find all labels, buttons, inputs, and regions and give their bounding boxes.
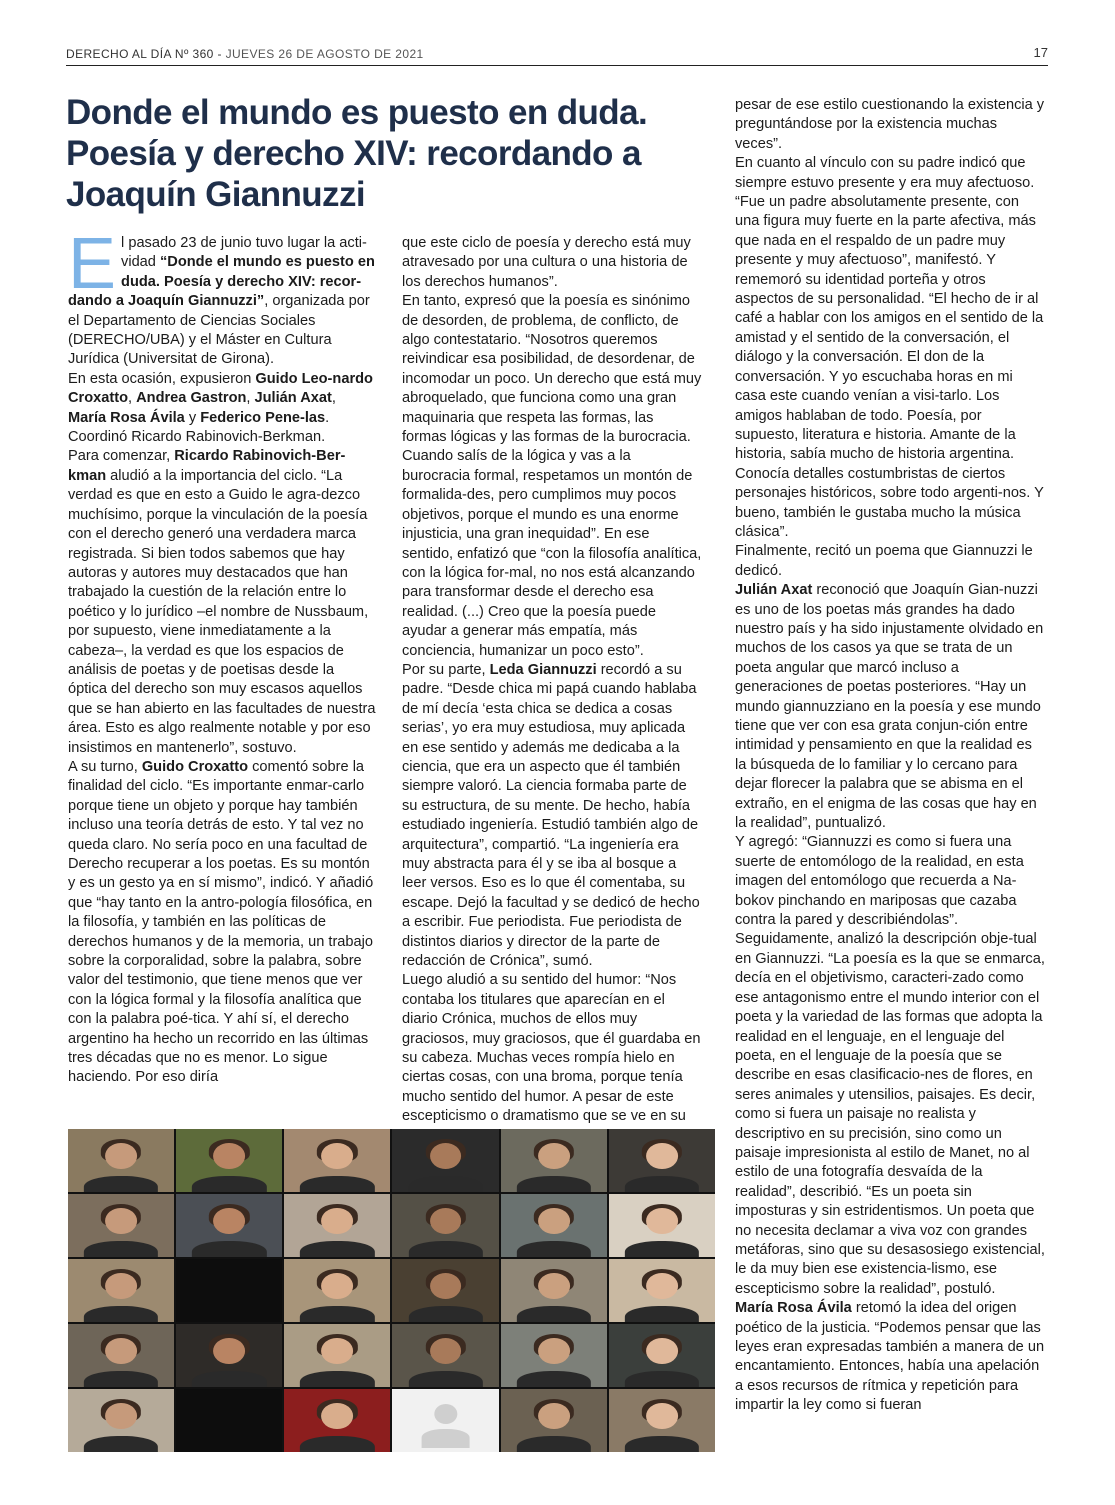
- paragraph: [68, 224, 376, 370]
- participant-figure: [517, 1241, 591, 1257]
- participant-figure: [84, 1176, 158, 1192]
- paragraph: En cuanto al vínculo con su padre indicó que siempre estuvo presente y era muy afectuoso. “Fue un padre absolutamente presente, con una figura muy fuerte en la parte afectiva, más que nada en el respaldo de un padre muy presente y muy afectuoso”, manifestó. Y rememoró su identidad porteña y otros aspectos de su personalidad. “El hecho de ir al café a hablar con los amigos en el sentido de la amistad y el sentido de la conversación, el diálogo y la conversación. El don de la conversación. Y yo escuchaba horas en mi casa este cuando venían a visi-tarlo. Los amigos hablaban de todo. Poesía, por supuesto, literatura e historia. Amante de la historia, sabía mucho de historia argentina. Conocía detalles costumbristas de ciertos personajes históricos, sobre todo argenti-nos. Y bueno, también le gustaba mucho la música clásica”.: [735, 155, 1044, 540]
- participant-figure: [321, 1143, 353, 1169]
- text-run: recordó a su padre. “Desde chica mi papá cuando hablaba de mí decía ‘esta chica se dedica a cosas serias’, yo era muy estudiosa, muy aplicada en ese sentido y además me dedicaba a la ciencia, que era un aspecto que él también siempre valoró. La ciencia formaba parte de su estructura, de su mente. De hecho, había estudiado ingeniería. Estudió también algo de arquitectura”, compartió. “La ingeniería era muy abstracta para él y se iba al bosque a leer versos. Eso es lo que él comentaba, su escape. Dejó la facultad y se dedicó de hecho a escribir. Fue periodista. Fue periodista de distintos diarios y director de la parte de redacción de Crónica”, sumó.: [402, 661, 700, 970]
- participant-figure: [192, 1371, 266, 1387]
- paragraph: Luego aludió a su sentido del humor: “Nos contaba los titulares que aparecían en el diario Crónica, muchos de ellos muy graciosos, muy graciosos, que él guardaba en su cabeza. Muchas veces rompía hielo en ciertas cosas, con una broma, porque tenía mucho sentido del humor. A pesar de este escepticismo o dramatismo que se ve en su: [402, 972, 701, 1125]
- participant-figure: [646, 1273, 678, 1299]
- participant-figure: [105, 1338, 137, 1364]
- speaker-name: María Rosa Ávila: [735, 1300, 852, 1317]
- participant-figure: [321, 1273, 353, 1299]
- participant-tile: [284, 1389, 390, 1452]
- participant-tile: [501, 1259, 607, 1322]
- text-run: A su turno,: [68, 758, 142, 775]
- participant-figure: [408, 1176, 482, 1192]
- paragraph: [735, 1299, 1047, 1415]
- paragraph: Finalmente, recitó un poema que Giannuzzi le dedicó.: [735, 543, 1033, 579]
- participant-figure: [321, 1403, 353, 1429]
- participant-figure: [192, 1241, 266, 1257]
- participant-tile: [68, 1194, 174, 1257]
- participant-figure: [321, 1338, 353, 1364]
- participant-tile: [68, 1259, 174, 1322]
- participant-figure: [430, 1208, 462, 1234]
- participant-figure: [105, 1273, 137, 1299]
- participant-tile: [501, 1389, 607, 1452]
- participant-figure: [300, 1371, 374, 1387]
- paragraph: Seguidamente, analizó la descripción obje-tual en Giannuzzi. “La poesía es la que se enmarca, decía en el objetivismo, caracteri-zado como ese antagonismo entre el mundo interior con el poeta y la variedad de las formas que adopta la realidad en el lenguaje, en el lenguaje del poeta, en el lenguaje de la poesía que se describe en esas clasificacio-nes de flores, en seres animales y utensilios, paisajes. Es decir, como si fuera un paisaje no realista y descriptivo en su precisión, sino como un paisaje impresionista al estilo de Manet, no al estilo de una fotografía desvaída de la realidad”, describió. “Es un poeta sin imposturas y sin estridentismos. Un poeta que no necesita declamar a viva voz con grandes metáforas, sino que su desasosiego existencial, le da muy bien ese existencia-lismo, ese escepticismo sobre la realidad”, postuló.: [735, 931, 1045, 1297]
- participant-tile: [68, 1129, 174, 1192]
- text-run: Para comenzar,: [68, 448, 175, 465]
- participant-figure: [646, 1338, 678, 1364]
- participant-tile: [501, 1324, 607, 1387]
- participant-figure: [538, 1143, 570, 1169]
- article-column-2: [402, 234, 702, 1146]
- drop-cap: E: [68, 224, 117, 304]
- participant-figure: [192, 1176, 266, 1192]
- speaker-name: Guido Leo-nardo Croxatto: [68, 370, 373, 407]
- participant-figure: [646, 1208, 678, 1234]
- participant-figure: [84, 1436, 158, 1452]
- participant-tile: [609, 1259, 715, 1322]
- paragraph: que este ciclo de poesía y derecho está muy atravesado por una cultura o una historia de los derechos humanos”.: [402, 235, 691, 290]
- text-run: retomó la idea del origen poético de la justicia. “Podemos pensar que las leyes eran expresadas también a manera de un encantamiento. Entonces, había una apelación a esos recursos de rítmica y repetición para impartir la ley como si fueran: [735, 1300, 1045, 1414]
- paragraph: [68, 447, 376, 758]
- participant-tile: [609, 1194, 715, 1257]
- paragraph: [402, 661, 702, 972]
- text-run: Por su parte,: [402, 661, 490, 678]
- page-number: 17: [1033, 45, 1048, 60]
- participant-tile: [392, 1324, 498, 1387]
- article-column-1: [68, 224, 376, 1088]
- participant-tile: [68, 1324, 174, 1387]
- participant-figure: [646, 1143, 678, 1169]
- participant-figure: [408, 1241, 482, 1257]
- participant-figure: [538, 1403, 570, 1429]
- article-title: Donde el mundo es puesto en duda. Poesía y derecho XIV: recordando a Joaquín Giannuzzi: [66, 93, 648, 214]
- participant-tile: [176, 1259, 282, 1322]
- participant-figure: [213, 1208, 245, 1234]
- video-call-photo: [68, 1129, 715, 1452]
- participant-figure: [538, 1208, 570, 1234]
- participant-tile: [392, 1259, 498, 1322]
- participant-tile: [68, 1389, 174, 1452]
- participant-figure: [517, 1176, 591, 1192]
- participant-figure: [84, 1371, 158, 1387]
- speaker-name: Andrea Gastron: [136, 390, 247, 407]
- paragraph: pesar de ese estilo cuestionando la existencia y preguntándose por la existencia muchas veces”.: [735, 97, 1045, 152]
- participant-figure: [538, 1338, 570, 1364]
- participant-figure: [213, 1143, 245, 1169]
- speaker-name: Ricardo Rabinovich-Ber-kman: [68, 448, 346, 484]
- participant-figure: [430, 1338, 462, 1364]
- paragraph: [735, 581, 1047, 833]
- participant-figure: [321, 1208, 353, 1234]
- text-run: , organizada por el Departamento de Ciencias Sociales (DERECHO/UBA) y el Máster en Cultura Jurídica (Universitat de Girona).: [68, 293, 370, 368]
- participant-figure: [408, 1371, 482, 1387]
- speaker-name: Julián Axat: [735, 582, 813, 599]
- paragraph: [68, 758, 376, 1088]
- publication-date: JUEVES 26 DE AGOSTO DE 2021: [225, 47, 424, 61]
- participant-figure: [625, 1306, 699, 1322]
- participant-figure: [430, 1273, 462, 1299]
- participant-figure: [625, 1176, 699, 1192]
- participant-tile: [501, 1194, 607, 1257]
- participant-tile: [609, 1324, 715, 1387]
- publication-name: DERECHO AL DÍA Nº 360 -: [66, 47, 226, 61]
- participant-tile: [392, 1194, 498, 1257]
- participant-tile: [176, 1194, 282, 1257]
- participant-figure: [213, 1338, 245, 1364]
- paragraph: [68, 370, 376, 448]
- speaker-name: María Rosa Ávila: [68, 409, 185, 426]
- participant-tile: [284, 1259, 390, 1322]
- participant-figure: [105, 1143, 137, 1169]
- participant-tile: [284, 1194, 390, 1257]
- paragraph: En tanto, expresó que la poesía es sinónimo de desorden, de problema, de conflicto, de algo contestatario. “Nosotros queremos reivindicar esa posibilidad, de desordenar, de incomodar un poco. Un derecho que está muy abroquelado, que funciona como una gran maquinaria que respeta las formas, las formas lógicas y las formas de la burocracia. Cuando salís de la lógica y vas a la burocracia formal, respetamos un montón de formalida-des, pero cumplimos muy pocos objetivos, porque el mundo es una enorme injusticia, una gran inequidad”. En ese sentido, enfatizó que “con la filosofía analítica, con la lógica for-mal, no nos está alcanzando para transformar desde el derecho esa realidad. (...) Creo que la poesía puede ayudar a generar más empatía, más conciencia, humanizar un poco esto”.: [402, 293, 702, 659]
- participant-figure: [538, 1273, 570, 1299]
- page-header: [66, 45, 1048, 66]
- speaker-name: Leda Giannuzzi: [489, 661, 597, 678]
- participant-figure: [646, 1403, 678, 1429]
- participant-tile: [176, 1324, 282, 1387]
- text-run: y: [184, 409, 201, 426]
- text-run: ,: [246, 390, 255, 407]
- text-run: ,: [331, 390, 336, 407]
- text-run: En esta ocasión, expusieron: [68, 370, 256, 387]
- text-run: comentó sobre la finalidad del ciclo. “Es importante enmar-carlo porque tiene un objeto y porque hay también incluso una teoría detrás de esto. Y tal vez no queda claro. No sería poco en una facultad de Derecho recuperar a los poetas. Es su montón y es un gesto ya en sí mismo”, indicó. Y añadió que “hay tanto en la antro-pología filosófica, en la filosofía, y también en las políticas de derechos humanos y de la memoria, un trabajo sobre la corporalidad, sobre la palabra, sobre valor del testimonio, que tiene menos que ver con la lógica formal y la filosofía analítica que con la palabra poé-tica. Y ahí sí, el derecho argentino ha hecho un recorrido en las últimas tres décadas que no es menor. Lo sigue haciendo. Por eso diría: [68, 758, 374, 1086]
- participant-figure: [625, 1241, 699, 1257]
- participant-figure: [84, 1306, 158, 1322]
- participant-figure: [105, 1208, 137, 1234]
- participant-figure: [408, 1306, 482, 1322]
- participant-tile: [392, 1129, 498, 1192]
- text-run: . Coordinó Ricardo Rabinovich-Berkman.: [68, 409, 330, 446]
- text-run: ,: [128, 390, 137, 407]
- text-bold: “Donde el mundo es puesto en duda. Poesía y derecho XIV: recor-dando a Joaquín Giannuzzi”: [68, 254, 375, 310]
- speaker-name: Guido Croxatto: [141, 758, 249, 775]
- participant-tile: [501, 1129, 607, 1192]
- participant-figure: [517, 1371, 591, 1387]
- participant-tile: [609, 1389, 715, 1452]
- publication-line: [66, 47, 424, 61]
- participant-figure: [300, 1306, 374, 1322]
- text-run: aludió a la importancia del ciclo. “La verdad es que en esto a Guido le agra-dezco muchísimo, porque la vinculación de la poesía con el derecho generó una verdadera marca registrada. Si bien todos sabemos que hay autoras y autores muy destacados que han trabajado la cuestión de la relación entre lo poético y lo jurídico –el nombre de Nussbaum, por supuesto, viene inmediatamente a la cabeza–, la verdad es que los espacios de análisis de poetas y de poetisas desde la óptica del derecho son muy escasos aquellos que se han abierto en las facultades de nuestra área. Esto es algo realmente notable y por eso insistimos en mantenerlo”, sostuvo.: [68, 467, 376, 756]
- participant-figure: [300, 1176, 374, 1192]
- participant-figure: [517, 1306, 591, 1322]
- participant-figure: [421, 1429, 470, 1448]
- paragraph: Y agregó: “Giannuzzi es como si fuera una suerte de entomólogo de la realidad, en esta imagen del entomólogo que recuerda a Na-bokov pinchando en mariposas que cazaba contra la pared y describiéndolas”.: [735, 834, 1024, 929]
- participant-tile: [609, 1129, 715, 1192]
- participant-figure: [300, 1436, 374, 1452]
- participant-tile: [176, 1389, 282, 1452]
- article-column-3: [735, 96, 1047, 1416]
- participant-figure: [105, 1403, 137, 1429]
- participant-figure: [625, 1436, 699, 1452]
- participant-tile: [284, 1129, 390, 1192]
- participant-figure: [300, 1241, 374, 1257]
- participant-figure: [84, 1241, 158, 1257]
- participant-figure: [430, 1143, 462, 1169]
- participant-tile: [392, 1389, 498, 1452]
- participant-figure: [625, 1371, 699, 1387]
- speaker-name: Federico Pene-las: [200, 409, 326, 426]
- participant-tile: [176, 1129, 282, 1192]
- participant-figure: [434, 1404, 457, 1424]
- speaker-name: Julián Axat: [254, 390, 332, 407]
- text-run: reconoció que Joaquín Gian-nuzzi es uno de los poetas más grandes ha dado nuestro país y ha sido injustamente olvidado en muchos de los casos ya que se trata de un poeta angular que marcó incluso a generaciones de poetas posteriores. “Hay un mundo giannuzziano en la poesía y ese mundo tiene que ver con esa grata conjun-ción entre intimidad y pensamiento en que la realidad es la búsqueda de lo familiar y lo cercano para dejar florecer la palabra que se abisma en el extraño, en el enigma de las cosas que hay en la realidad”, puntualizó.: [735, 582, 1044, 832]
- participant-tile: [284, 1324, 390, 1387]
- text-run: l pasado 23 de junio tuvo lugar la acti-vidad: [121, 235, 367, 271]
- participant-figure: [517, 1436, 591, 1452]
